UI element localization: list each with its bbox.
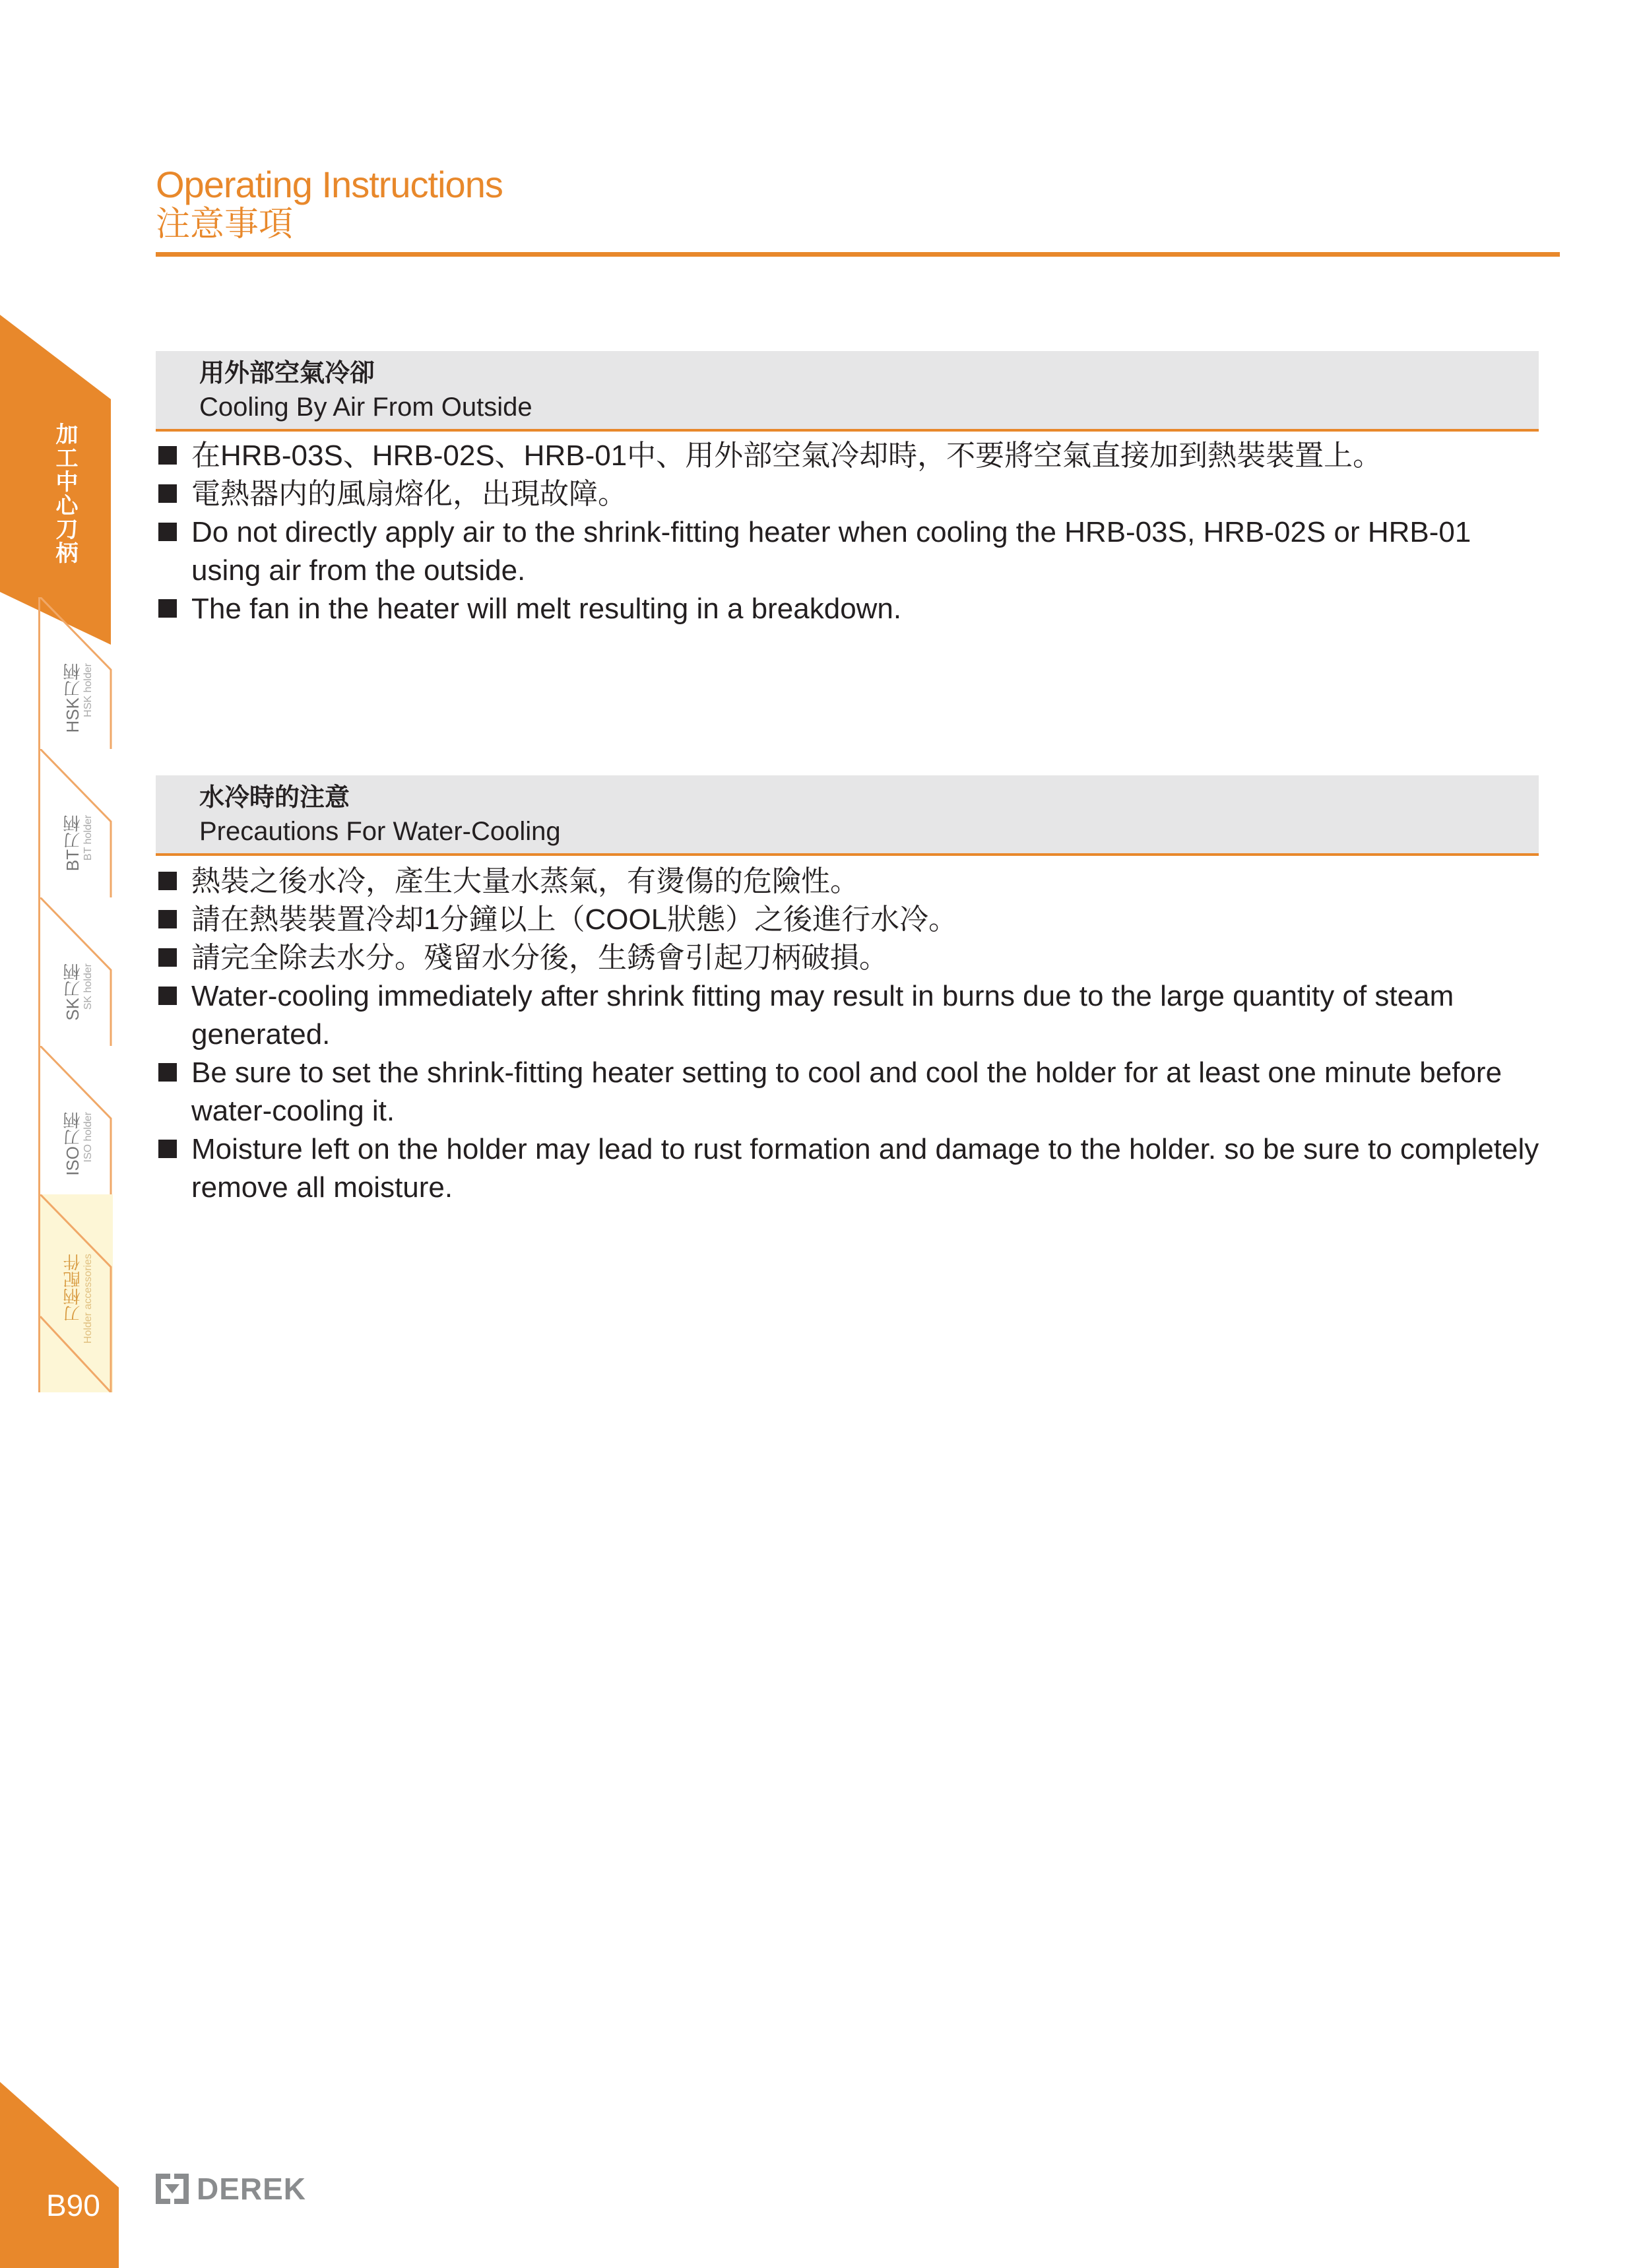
list-item: The fan in the heater will melt resulting in a breakdown. [156,590,1548,628]
bullet-square-icon [158,948,177,967]
bullet-square-icon [158,872,177,890]
section-title-zh: 水冷時的注意 [199,784,350,812]
bullet-list-water-cooling [156,862,1548,1207]
list-item: Moisture left on the holder may lead to rust formation and damage to the holder. so be sure to completely remove all moisture. [156,1130,1548,1207]
page-title-zh: 注意事項 [156,205,294,243]
list-item: 在HRB-03S、HRB-02S、HRB-01中、用外部空氣冷却時，不要將空氣直接加到熱裝裝置上。 [156,437,1548,475]
bullet-square-icon [158,446,177,465]
section-title-en: Cooling By Air From Outside [199,393,532,422]
bullet-square-icon [158,599,177,618]
section-title-en: Precautions For Water-Cooling [199,817,561,846]
side-tab-sk-label: SK刀柄 [63,963,82,1021]
side-tab-iso-sub: ISO holder [82,1112,94,1163]
brand-logo [156,2171,306,2207]
section-header-air-cooling [156,351,1539,432]
list-item: 請在熱裝裝置冷却1分鐘以上（COOL狀態）之後進行水冷。 [156,901,1548,939]
side-tab-active-label: 加工中心刀柄 [52,422,77,565]
bullet-square-icon [158,484,177,503]
list-item: Do not directly apply air to the shrink-fitting heater when cooling the HRB-03S, HRB-02S or HRB-01 using air from the outside. [156,513,1548,590]
side-tab-iso-label: ISO刀柄 [63,1112,82,1176]
bullet-square-icon [158,1063,177,1082]
page-title-en: Operating Instructions [156,164,503,205]
side-tab-bt-sub: BT holder [82,815,94,861]
side-tab-accessories-label: 刀柄配件 [63,1254,82,1322]
list-item: 請完全除去水分。殘留水分後，生銹會引起刀柄破損。 [156,939,1548,977]
side-tab-bt[interactable] [38,749,113,897]
side-tab-sk-sub: SK holder [82,963,94,1010]
side-tab-bt-label: BT刀柄 [63,815,82,872]
side-tab-accessories[interactable] [38,1194,113,1392]
section-title-zh: 用外部空氣冷卻 [199,360,375,387]
footer-corner-tab [0,2082,119,2268]
section-header-water-cooling [156,775,1539,856]
bullet-list-air-cooling [156,437,1548,628]
side-tab-iso[interactable] [38,1046,113,1194]
bullet-square-icon [158,1140,177,1158]
derek-mark-icon [156,2174,189,2204]
list-item: Water-cooling immediately after shrink fitting may result in burns due to the large quantity of steam generated. [156,977,1548,1054]
bullet-square-icon [158,987,177,1005]
list-item: 熱裝之後水冷，產生大量水蒸氣，有燙傷的危險性。 [156,862,1548,901]
bullet-square-icon [158,910,177,928]
page-number: B90 [46,2188,100,2222]
header-divider [156,252,1560,257]
side-tab-hsk-label: HSK刀柄 [63,663,82,733]
brand-name: DEREK [197,2172,307,2206]
list-item: 電熱器内的風扇熔化，出現故障。 [156,475,1548,513]
side-tab-accessories-sub: Holder accessories [82,1254,94,1344]
side-tab-hsk[interactable] [38,597,113,749]
side-tab-hsk-sub: HSK holder [82,663,94,717]
bullet-square-icon [158,523,177,541]
side-tab-sk[interactable] [38,897,113,1046]
list-item: Be sure to set the shrink-fitting heater setting to cool and cool the holder for at least one minute before water-cooling it. [156,1054,1548,1130]
